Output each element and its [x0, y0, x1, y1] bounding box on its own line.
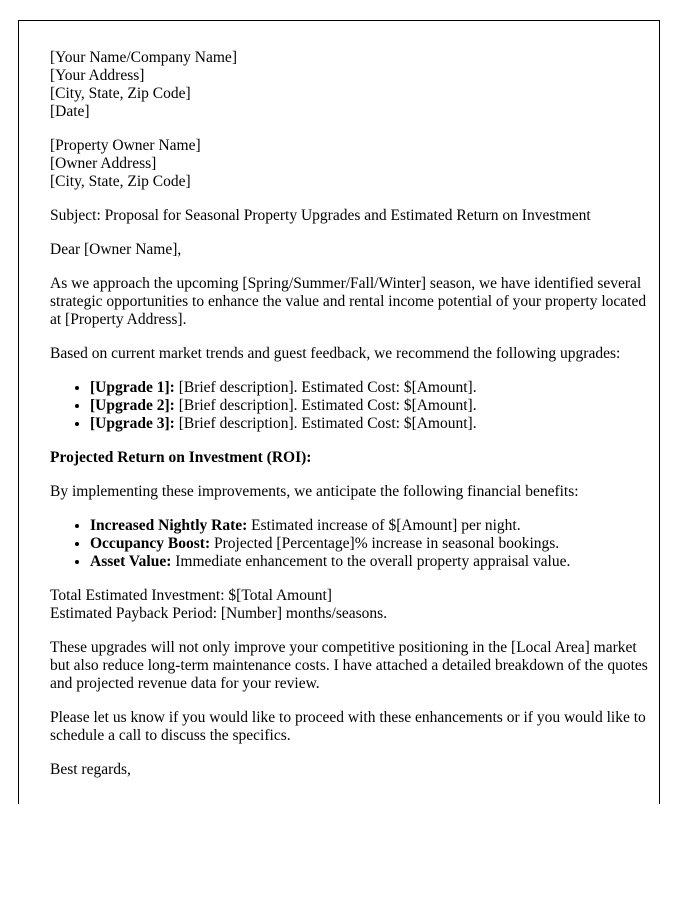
- list-item: [90, 415, 650, 433]
- closing-paragraph: These upgrades will not only improve your competitive positioning in the [Local Area] market but also reduce long-term maintenance costs. I have attached a detailed breakdown of the quotes and projected revenue data for your review.: [50, 639, 648, 692]
- list-item: [90, 535, 650, 553]
- benefits-list: [50, 517, 650, 571]
- recommend-intro: Based on current market trends and guest feedback, we recommend the following upgrades:: [50, 345, 621, 362]
- sender-address: [Your Address]: [50, 67, 145, 84]
- signoff: Best regards,: [50, 761, 131, 778]
- total-investment: Total Estimated Investment: $[Total Amount]: [50, 587, 332, 604]
- benefit-text: Projected [Percentage]% increase in seasonal bookings.: [210, 535, 560, 552]
- list-item: [90, 397, 650, 415]
- benefit-label: Asset Value:: [90, 553, 172, 570]
- recipient-block: [50, 137, 650, 191]
- benefit-label: Increased Nightly Rate:: [90, 517, 248, 534]
- letter-content: [50, 49, 650, 795]
- upgrade-text: [Brief description]. Estimated Cost: $[Amount].: [174, 379, 477, 396]
- recipient-city: [City, State, Zip Code]: [50, 173, 191, 190]
- upgrade-label: [Upgrade 3]:: [90, 415, 175, 432]
- roi-heading: Projected Return on Investment (ROI):: [50, 449, 312, 466]
- call-to-action: Please let us know if you would like to proceed with these enhancements or if you would like to schedule a call to discuss the specifics.: [50, 709, 646, 744]
- benefits-intro: By implementing these improvements, we anticipate the following financial benefits:: [50, 483, 579, 500]
- subject-line: Subject: Proposal for Seasonal Property Upgrades and Estimated Return on Investment: [50, 207, 591, 224]
- payback-period: Estimated Payback Period: [Number] months/seasons.: [50, 605, 388, 622]
- letter-date: [Date]: [50, 103, 90, 120]
- sender-name: [Your Name/Company Name]: [50, 49, 237, 66]
- intro-paragraph: As we approach the upcoming [Spring/Summer/Fall/Winter] season, we have identified several strategic opportunities to enhance the value and rental income potential of your property located at [Property Address].: [50, 275, 647, 328]
- salutation: Dear [Owner Name],: [50, 241, 182, 258]
- benefit-label: Occupancy Boost:: [90, 535, 211, 552]
- upgrade-label: [Upgrade 2]:: [90, 397, 175, 414]
- recipient-name: [Property Owner Name]: [50, 137, 201, 154]
- totals-block: [50, 587, 650, 623]
- sender-block: [50, 49, 650, 121]
- list-item: [90, 517, 650, 535]
- upgrade-text: [Brief description]. Estimated Cost: $[Amount].: [174, 397, 477, 414]
- upgrades-list: [50, 379, 650, 433]
- upgrade-label: [Upgrade 1]:: [90, 379, 175, 396]
- benefit-text: Estimated increase of $[Amount] per night.: [247, 517, 521, 534]
- sender-city: [City, State, Zip Code]: [50, 85, 191, 102]
- list-item: [90, 379, 650, 397]
- benefit-text: Immediate enhancement to the overall property appraisal value.: [171, 553, 571, 570]
- recipient-address: [Owner Address]: [50, 155, 157, 172]
- letter-page: [18, 20, 660, 804]
- upgrade-text: [Brief description]. Estimated Cost: $[Amount].: [174, 415, 477, 432]
- list-item: [90, 553, 650, 571]
